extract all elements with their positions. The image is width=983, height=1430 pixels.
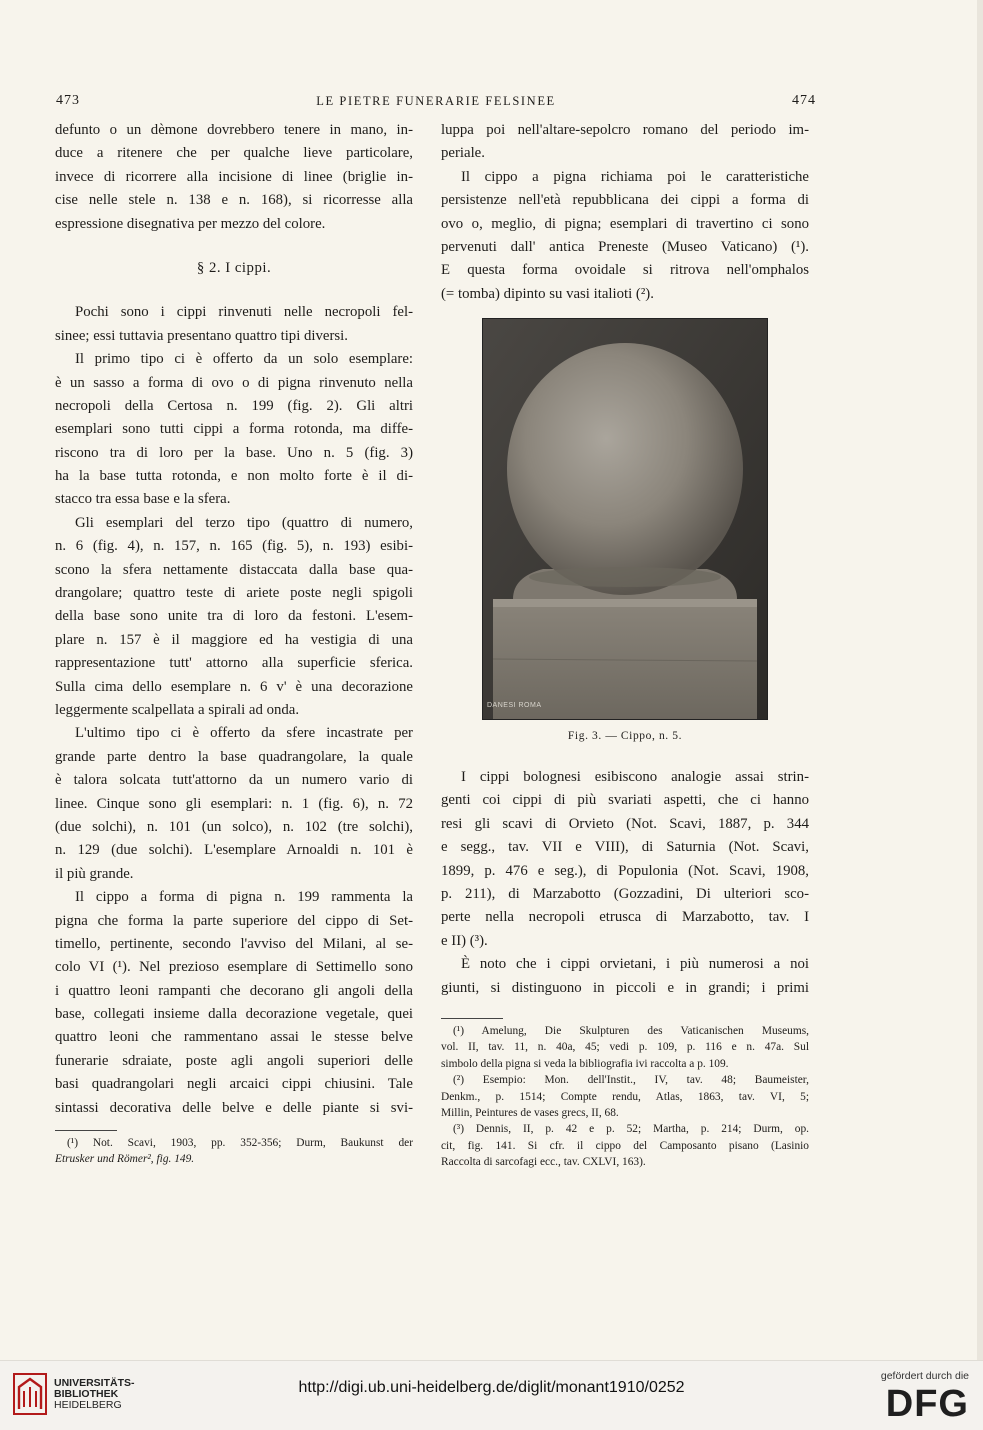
paragraph: Gli esemplari del terzo tipo (quattro di numero, n. 6 (fig. 4), n. 157, n. 165 (fig. 5), n. 193) esibi- scono la sfera nettamente distaccata dalla base qua- drangolare; quattro teste di ariete poste negli spigoli della base sono unite tra di loro da festoni. L'esem- plare n. 157 è il maggiore ed ha vestigia di una rappresentazione tutt' attorno alla superficie sferica. Sulla cima dello esemplare n. 6 v' è una decorazione leggermente scalpellata a spirali ad onda.: [55, 514, 413, 718]
footnote-rule: [55, 1130, 117, 1131]
left-footnotes: (¹) Not. Scavi, 1903, pp. 352-356; Durm, Baukunst der Etrusker und Römer², fig. 149.: [55, 1137, 413, 1166]
page-number-right: 474: [792, 93, 816, 108]
figure-photo-cippo: [482, 318, 768, 720]
paragraph: luppa poi nell'altare-sepolcro romano del periodo im- periale.: [441, 122, 809, 162]
figure-caption: Fig. 3. — Cippo, n. 5.: [567, 730, 683, 742]
library-name: UNIVERSITÄTS- BIBLIOTHEK HEIDELBERG: [54, 1377, 135, 1411]
left-column: [55, 119, 413, 1120]
running-title: LE PIETRE FUNERARIE FELSINEE: [316, 94, 556, 108]
paragraph: Il cippo a pigna richiama poi le caratteristiche persistenze nell'età repubblicana dei cippi a forma di ovo o, meglio, di pigna; esemplari di travertino ci sono pervenuti dall' antica Preneste (Museo Vaticano) (¹). E questa forma ovoidale si ritrova nell'omphalos (= tomba) dipinto su vasi italioti (²).: [441, 168, 809, 302]
footnote-rule: [441, 1018, 503, 1019]
paragraph: Pochi sono i cippi rinvenuti nelle necropoli fel- sinee; essi tuttavia presentano quattro tipi diversi.: [55, 304, 413, 344]
funding-note: gefördert durch die: [880, 1370, 969, 1382]
paragraph: È noto che i cippi orvietani, i più numerosi a noi giunti, si distinguono in piccoli e in grandi; i primi: [441, 956, 809, 996]
digitization-url-link[interactable]: http://digi.ub.uni-heidelberg.de/diglit/monant1910/0252: [298, 1379, 685, 1396]
page-edge: [977, 0, 983, 1360]
photographer-stamp: DANESI ROMA: [487, 702, 542, 709]
cippo-photo-illustration: [483, 319, 767, 719]
right-footnotes: (¹) Amelung, Die Skulpturen des Vaticanischen Museums, vol. II, tav. 11, n. 40a, 45; vedi p. 109, p. 116 e n. 47a. Sul simbolo della pigna si veda la bibliografia ivi raccolta a p. 109. (²) Esempio: Mon. dell'Instit., IV, tav. 48; Baumeister, Denkm., p. 1514; Compte rendu, Atlas, 1863, tav. VI, 5; Millin, Peintures de vases grecs, II, 68. (³) Dennis, II, p. 42 e p. 52; Martha, p. 214; Durm, op. cit, fig. 141. Si cfr. il cippo del Camposanto pisano (Lasinio Raccolta di sarcofagi ecc., tav. CXLVI, 163).: [441, 1025, 809, 1169]
paragraph: I cippi bolognesi esibiscono analogie assai strin- genti coi cippi di più svariati aspetti, che ci hanno resi gli scavi di Orvieto (Not. Scavi, 1887, p. 344 e segg., tav. VII e VIII), di Saturnia (Not. Scavi, 1899, p. 476 e seg.), di Populonia (Not. Scavi, 1908, p. 211), di Marzabotto (Gozzadini, Di ulteriori sco- perte nella necropoli etrusca di Marzabotto, tav. I e II) (³).: [441, 769, 809, 949]
right-column-continued: [441, 766, 809, 1000]
section-heading: § 2. I cippi.: [196, 259, 272, 276]
paragraph: Il cippo a forma di pigna n. 199 rammenta la pigna che forma la parte superiore del cippo di Set- timello, pertinente, secondo l'avviso del Milani, al se- colo VI (¹). Nel prezioso esemplare di Settimello sono i quattro leoni rampanti che decorano gli angoli della base, collegati insieme dalla decorazione vegetale, quei quattro leoni che rammentano assai le stesse belve funerarie sdraiate, poste agli angoli superiori delle basi quadrangolari negli arcaici cippi chiusini. Tale sintassi decorativa delle belve e delle piante si svi-: [55, 889, 413, 1116]
page-number-left: 473: [56, 93, 80, 108]
paragraph: defunto o un dèmone dovrebbero tenere in mano, in- duce a ritenere che per qualche lieve particolare, invece di ricorrere alla incisione di linee (briglie in- cise nelle stele n. 138 e n. 168), si ricorresse alla espressione disegnativa per mezzo del colore.: [55, 122, 413, 232]
paragraph: Il primo tipo ci è offerto da un solo esemplare: è un sasso a forma di ovo o di pigna rinvenuto nella necropoli della Certosa n. 199 (fig. 2). Gli altri esemplari sono tutti cippi a forma rotonda, ma diffe- riscono tra di loro per la base. Uno n. 5 (fig. 3) ha la base tutta rotonda, e non molto forte è il di- stacco tra essa base e la sfera.: [55, 351, 413, 508]
paragraph: L'ultimo tipo ci è offerto da sfere incastrate per grande parte dentro la base quadrangolare, la quale è talora solcata tutt'attorno da un numero vario di linee. Cinque sono gli esemplari: n. 1 (fig. 6), n. 72 (due solchi), n. 101 (un solco), n. 102 (tre solchi), n. 129 (due solchi). L'esemplare Arnoaldi n. 101 è il più grande.: [55, 725, 413, 882]
library-footer: [0, 1360, 983, 1430]
page-header: [56, 93, 816, 115]
right-column: [441, 119, 809, 306]
dfg-logo: DFG: [885, 1383, 969, 1425]
